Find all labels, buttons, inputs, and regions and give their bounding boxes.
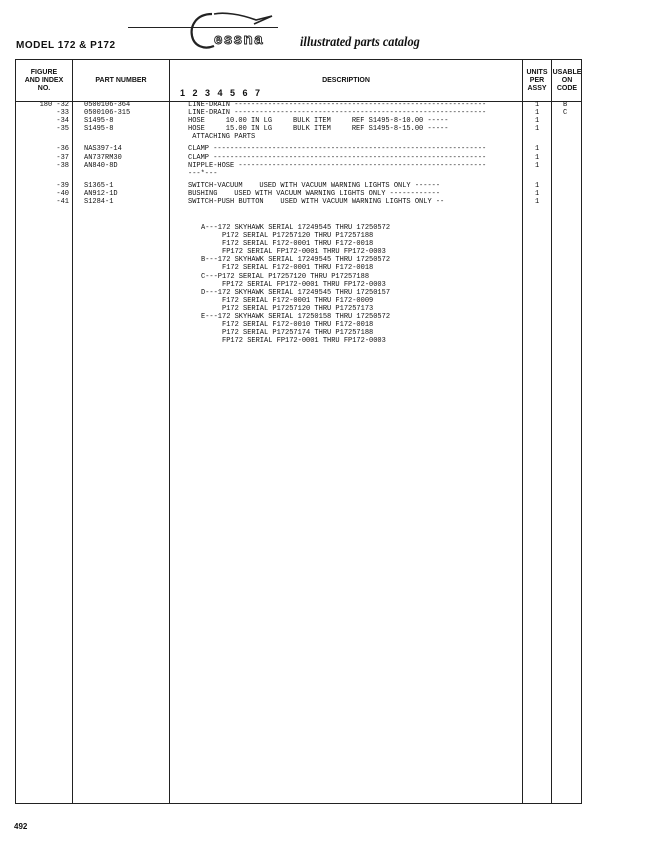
- parts-table: [15, 59, 582, 804]
- units-cell: 1: [535, 161, 540, 170]
- part-number-cell: NAS397-14: [84, 145, 122, 154]
- description-cell: SWITCH-VACUUM USED WITH VACUUM WARNING LIGHTS ONLY ------: [188, 181, 441, 190]
- part-number-cell: S1365-1: [84, 181, 114, 190]
- part-number-cell: AN840-8D: [84, 161, 118, 170]
- indent-digits: 1 2 3 4 5 6 7: [180, 88, 263, 98]
- table-row: [16, 117, 581, 125]
- effectivity-note-line: E---172 SKYHAWK SERIAL 17250158 THRU 17250572: [201, 313, 391, 322]
- figure-index-cell: -37: [56, 153, 69, 162]
- part-number-cell: AN912-1D: [84, 189, 118, 198]
- description-cell: BUSHING USED WITH VACUUM WARNING LIGHTS ONLY ------------: [188, 189, 441, 198]
- units-cell: 1: [535, 117, 540, 126]
- description-cell: CLAMP -----------------------------------------------------------------: [188, 153, 487, 162]
- part-number-cell: S1495-8: [84, 117, 114, 126]
- figure-index-cell: -38: [56, 161, 69, 170]
- effectivity-note-line: F172 SERIAL F172-0010 THRU F172-0018: [201, 321, 374, 330]
- description-cell: HOSE 10.00 IN LG BULK ITEM REF S1495-8-10.00 -----: [188, 117, 449, 126]
- usable-code-cell: C: [563, 109, 568, 118]
- effectivity-note-line: P172 SERIAL P17257120 THRU P17257173: [201, 304, 374, 313]
- effectivity-note-line: B---172 SKYHAWK SERIAL 17249545 THRU 17250572: [201, 256, 391, 265]
- col-units-header: UNITS PER ASSY: [526, 68, 548, 92]
- units-cell: 1: [535, 181, 540, 190]
- table-row: [16, 133, 581, 141]
- units-cell: 1: [535, 145, 540, 154]
- cessna-logo: [184, 8, 296, 54]
- table-row: [16, 125, 581, 133]
- effectivity-note-line: P172 SERIAL P17257174 THRU P17257188: [201, 329, 374, 338]
- table-row: [16, 190, 581, 198]
- figure-index-cell: 180 -32: [39, 101, 69, 109]
- effectivity-note-line: FP172 SERIAL FP172-0001 THRU FP172-0003: [201, 337, 386, 346]
- table-row: [16, 145, 581, 153]
- description-cell: LINE-DRAIN ------------------------------------------------------------: [188, 109, 487, 118]
- description-cell: LINE-DRAIN ------------------------------------------------------------: [188, 101, 487, 109]
- description-cell: CLAMP -----------------------------------------------------------------: [188, 145, 487, 154]
- table-row: [16, 198, 581, 206]
- units-cell: 1: [535, 198, 540, 207]
- col-part-header: PART NUMBER: [95, 76, 147, 84]
- table-row: [16, 154, 581, 162]
- units-cell: 1: [535, 153, 540, 162]
- effectivity-note-line: C---P172 SERIAL P17257120 THRU P17257188: [201, 272, 370, 281]
- effectivity-note-line: F172 SERIAL F172-0001 THRU F172-0009: [201, 296, 374, 305]
- part-number-cell: 0500106-364: [84, 101, 131, 109]
- effectivity-note-line: D---172 SKYHAWK SERIAL 17249545 THRU 17250157: [201, 288, 391, 297]
- effectivity-note-line: F172 SERIAL F172-0001 THRU F172-0018: [201, 240, 374, 249]
- description-cell: NIPPLE-HOSE -----------------------------------------------------------: [188, 161, 487, 170]
- model-title: MODEL 172 & P172: [16, 40, 116, 51]
- part-number-cell: S1284-1: [84, 198, 114, 207]
- table-row: [16, 170, 581, 178]
- description-cell: HOSE 15.00 IN LG BULK ITEM REF S1495-8-15.00 -----: [188, 125, 449, 134]
- figure-index-cell: -39: [56, 181, 69, 190]
- col-description-header: DESCRIPTION: [322, 76, 370, 84]
- col-figure-header: FIGURE AND INDEX NO.: [24, 68, 64, 92]
- units-cell: 1: [535, 189, 540, 198]
- effectivity-note-line: F172 SERIAL F172-0001 THRU F172-0018: [201, 264, 374, 273]
- part-number-cell: S1495-8: [84, 125, 114, 134]
- part-number-cell: AN737RM30: [84, 153, 122, 162]
- units-cell: 1: [535, 101, 540, 109]
- usable-code-cell: B: [563, 101, 568, 109]
- page-number: 492: [14, 822, 28, 831]
- description-cell: ATTACHING PARTS: [188, 133, 256, 142]
- table-row: [16, 101, 581, 109]
- effectivity-note-line: FP172 SERIAL FP172-0001 THRU FP172-0003: [201, 248, 386, 257]
- units-cell: 1: [535, 109, 540, 118]
- parts-rows: [16, 101, 581, 206]
- figure-index-cell: -41: [56, 198, 69, 207]
- part-number-cell: 0500106-315: [84, 109, 131, 118]
- svg-text:essna: essna: [214, 31, 265, 48]
- effectivity-notes: [201, 224, 390, 345]
- figure-index-cell: -33: [56, 109, 69, 118]
- col-usable-header: USABLE ON CODE: [552, 68, 582, 92]
- units-cell: 1: [535, 125, 540, 134]
- figure-index-cell: -40: [56, 189, 69, 198]
- figure-index-cell: -36: [56, 145, 69, 154]
- figure-index-cell: -35: [56, 125, 69, 134]
- description-cell: SWITCH-PUSH BUTTON USED WITH VACUUM WARNING LIGHTS ONLY --: [188, 198, 445, 207]
- figure-index-cell: -34: [56, 117, 69, 126]
- catalog-title: illustrated parts catalog: [300, 35, 420, 50]
- effectivity-note-line: P172 SERIAL P17257120 THRU P17257188: [201, 232, 374, 241]
- table-row: [16, 162, 581, 170]
- table-row: [16, 109, 581, 117]
- effectivity-note-line: A---172 SKYHAWK SERIAL 17249545 THRU 17250572: [201, 224, 391, 232]
- table-row: [16, 182, 581, 190]
- effectivity-note-line: FP172 SERIAL FP172-0001 THRU FP172-0003: [201, 280, 386, 289]
- description-cell: ---*---: [188, 169, 218, 178]
